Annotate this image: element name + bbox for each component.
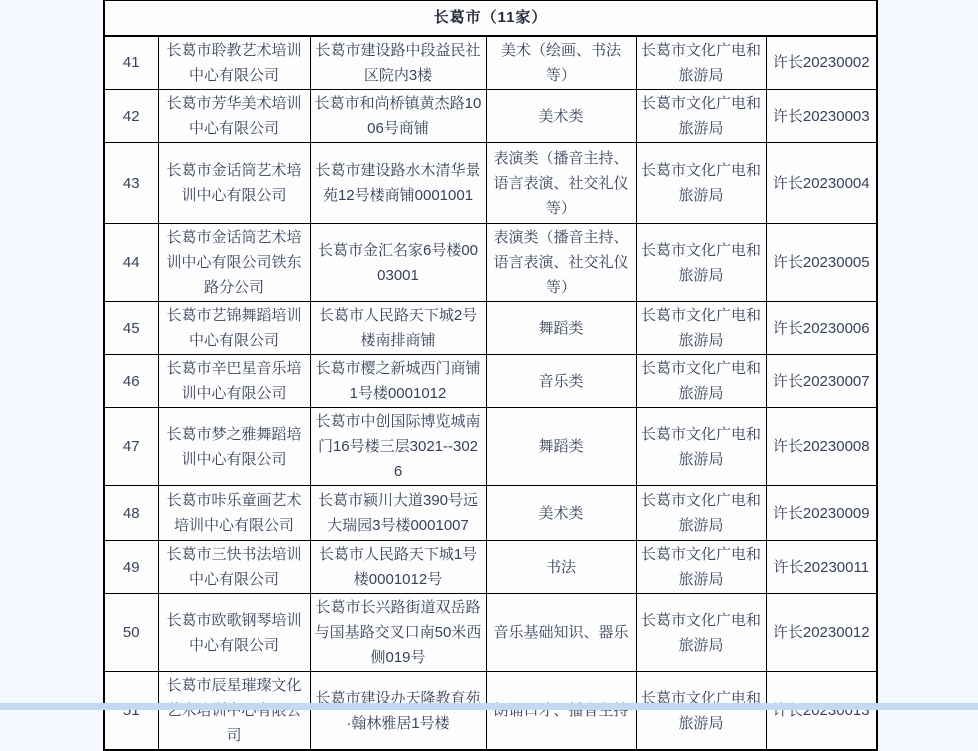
row-number-cell: 42 bbox=[104, 90, 158, 143]
bottom-scroll-strip[interactable] bbox=[0, 703, 978, 710]
row-number-cell: 45 bbox=[104, 302, 158, 355]
authority-cell: 长葛市文化广电和旅游局 bbox=[636, 36, 766, 90]
company-name-cell: 长葛市聆教艺术培训中心有限公司 bbox=[158, 36, 310, 90]
row-number-cell: 44 bbox=[104, 224, 158, 302]
row-number-cell: 41 bbox=[104, 36, 158, 90]
company-name-cell: 长葛市金话筒艺术培训中心有限公司 bbox=[158, 143, 310, 224]
authority-cell: 长葛市文化广电和旅游局 bbox=[636, 486, 766, 541]
company-name-cell: 长葛市辛巴星音乐培训中心有限公司 bbox=[158, 355, 310, 408]
table-row bbox=[104, 143, 877, 224]
company-name-cell: 长葛市艺锦舞蹈培训中心有限公司 bbox=[158, 302, 310, 355]
license-number-cell: 许长20230011 bbox=[766, 541, 877, 594]
license-number-cell: 许长20230005 bbox=[766, 224, 877, 302]
authority-cell: 长葛市文化广电和旅游局 bbox=[636, 355, 766, 408]
table-row bbox=[104, 90, 877, 143]
license-number-cell: 许长20230003 bbox=[766, 90, 877, 143]
address-cell: 长葛市金汇名家6号楼0003001 bbox=[310, 224, 486, 302]
address-cell: 长葛市樱之新城西门商铺1号楼0001012 bbox=[310, 355, 486, 408]
license-number-cell: 许长20230012 bbox=[766, 594, 877, 672]
category-cell: 音乐类 bbox=[486, 355, 636, 408]
table-row bbox=[104, 36, 877, 90]
row-number-cell: 48 bbox=[104, 486, 158, 541]
license-number-cell: 许长20230002 bbox=[766, 36, 877, 90]
company-name-cell: 长葛市芳华美术培训中心有限公司 bbox=[158, 90, 310, 143]
company-name-cell: 长葛市欧歌钢琴培训中心有限公司 bbox=[158, 594, 310, 672]
address-cell: 长葛市中创国际博览城南门16号楼三层3021--3026 bbox=[310, 408, 486, 486]
group-header-row bbox=[104, 1, 877, 36]
table-header bbox=[104, 1, 877, 36]
row-number-cell: 46 bbox=[104, 355, 158, 408]
table-body bbox=[104, 36, 877, 751]
group-header-title: 长葛市（11家） bbox=[104, 1, 877, 36]
company-name-cell: 长葛市三快书法培训中心有限公司 bbox=[158, 541, 310, 594]
category-cell: 舞蹈类 bbox=[486, 302, 636, 355]
table-row bbox=[104, 408, 877, 486]
address-cell: 长葛市颍川大道390号远大瑞园3号楼0001007 bbox=[310, 486, 486, 541]
row-number-cell: 49 bbox=[104, 541, 158, 594]
table-row bbox=[104, 224, 877, 302]
license-table bbox=[103, 0, 878, 751]
row-number-cell: 47 bbox=[104, 408, 158, 486]
category-cell: 音乐基础知识、器乐 bbox=[486, 594, 636, 672]
authority-cell: 长葛市文化广电和旅游局 bbox=[636, 302, 766, 355]
table-row bbox=[104, 302, 877, 355]
company-name-cell: 长葛市金话筒艺术培训中心有限公司铁东路分公司 bbox=[158, 224, 310, 302]
category-cell: 舞蹈类 bbox=[486, 408, 636, 486]
authority-cell: 长葛市文化广电和旅游局 bbox=[636, 408, 766, 486]
category-cell: 朗诵口才、播音主持 bbox=[486, 672, 636, 751]
license-number-cell: 许长20230013 bbox=[766, 672, 877, 751]
authority-cell: 长葛市文化广电和旅游局 bbox=[636, 594, 766, 672]
address-cell: 长葛市人民路天下城1号楼0001012号 bbox=[310, 541, 486, 594]
authority-cell: 长葛市文化广电和旅游局 bbox=[636, 672, 766, 751]
address-cell: 长葛市和尚桥镇黄杰路1006号商铺 bbox=[310, 90, 486, 143]
license-number-cell: 许长20230004 bbox=[766, 143, 877, 224]
address-cell: 长葛市建设路中段益民社区院内3楼 bbox=[310, 36, 486, 90]
authority-cell: 长葛市文化广电和旅游局 bbox=[636, 143, 766, 224]
row-number-cell: 51 bbox=[104, 672, 158, 751]
company-name-cell: 长葛市咔乐童画艺术培训中心有限公司 bbox=[158, 486, 310, 541]
address-cell: 长葛市建设办天隆教育苑·翰林雅居1号楼 bbox=[310, 672, 486, 751]
category-cell: 表演类（播音主持、语言表演、社交礼仪等） bbox=[486, 224, 636, 302]
address-cell: 长葛市建设路水木清华景苑12号楼商铺0001001 bbox=[310, 143, 486, 224]
authority-cell: 长葛市文化广电和旅游局 bbox=[636, 541, 766, 594]
company-name-cell: 长葛市辰星璀璨文化艺术培训中心有限公司 bbox=[158, 672, 310, 751]
category-cell: 美术（绘画、书法等） bbox=[486, 36, 636, 90]
category-cell: 美术类 bbox=[486, 90, 636, 143]
authority-cell: 长葛市文化广电和旅游局 bbox=[636, 224, 766, 302]
category-cell: 书法 bbox=[486, 541, 636, 594]
table-row bbox=[104, 486, 877, 541]
table-row bbox=[104, 355, 877, 408]
table-row bbox=[104, 672, 877, 751]
company-name-cell: 长葛市梦之雅舞蹈培训中心有限公司 bbox=[158, 408, 310, 486]
row-number-cell: 50 bbox=[104, 594, 158, 672]
table-row bbox=[104, 541, 877, 594]
category-cell: 美术类 bbox=[486, 486, 636, 541]
table-row bbox=[104, 594, 877, 672]
license-number-cell: 许长20230007 bbox=[766, 355, 877, 408]
address-cell: 长葛市人民路天下城2号楼南排商铺 bbox=[310, 302, 486, 355]
row-number-cell: 43 bbox=[104, 143, 158, 224]
license-number-cell: 许长20230006 bbox=[766, 302, 877, 355]
license-number-cell: 许长20230009 bbox=[766, 486, 877, 541]
authority-cell: 长葛市文化广电和旅游局 bbox=[636, 90, 766, 143]
address-cell: 长葛市长兴路街道双岳路与国基路交叉口南50米西侧019号 bbox=[310, 594, 486, 672]
category-cell: 表演类（播音主持、语言表演、社交礼仪等） bbox=[486, 143, 636, 224]
license-number-cell: 许长20230008 bbox=[766, 408, 877, 486]
